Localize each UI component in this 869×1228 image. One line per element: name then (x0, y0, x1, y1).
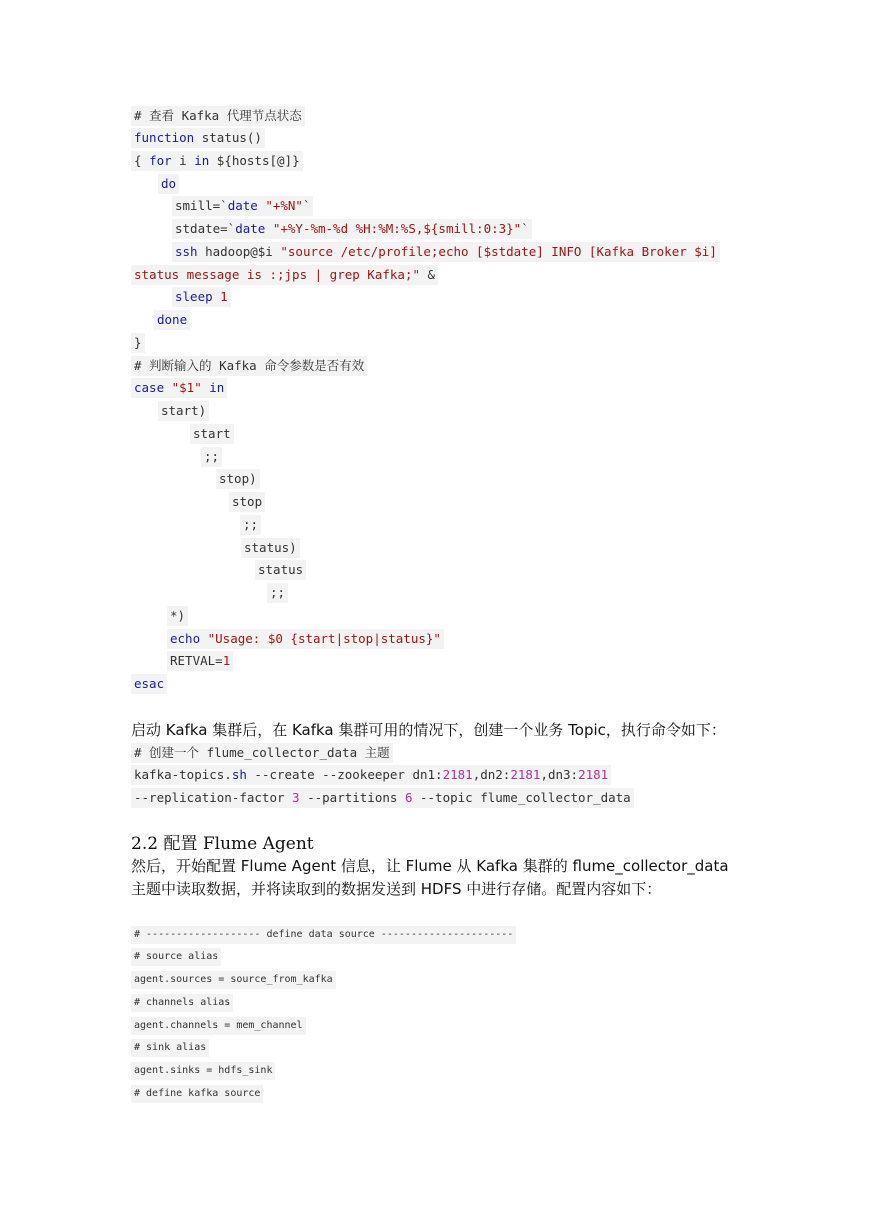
brace-close: } (134, 335, 142, 350)
keyword-echo: echo (170, 631, 201, 646)
sleep-line (172, 287, 231, 307)
stdate-format: "+%Y-%m-%d %H:%M:%S,${smill:0:3}" (265, 221, 522, 236)
case-argument: "$1" (164, 380, 210, 395)
stop-case-line (216, 469, 260, 489)
topic-comment (131, 743, 393, 763)
keyword-for: for (149, 153, 172, 168)
cmd-text: ,dn3: (540, 767, 579, 782)
semi-line-2 (240, 515, 261, 535)
keyword-sleep: sleep (175, 289, 213, 304)
status-case-line (241, 538, 300, 558)
case-terminator: ;; (204, 449, 220, 464)
cmd-text: --create --zookeeper dn1: (246, 767, 443, 782)
kafka-topics-cmd-line-1 (131, 765, 611, 785)
cmd-text: --topic flume_collector_data (412, 790, 631, 805)
case-terminator: ;; (243, 517, 259, 532)
backtick: ` (302, 198, 311, 213)
port-number: 2181 (578, 767, 609, 782)
config-line: # ------------------- define data source ---------------------- (131, 926, 516, 944)
usage-string: "Usage: $0 {start|stop|status}" (200, 631, 441, 646)
for-line (131, 151, 303, 171)
ssh-command-part2: status message is :;jps | grep Kafka;" (134, 267, 420, 282)
config-line: agent.sources = source_from_kafka (131, 971, 336, 989)
ssh-line-2 (131, 265, 438, 285)
cmd-text: --partitions (299, 790, 405, 805)
keyword-date: date (235, 221, 266, 236)
kafka-topics-cmd-line-2 (131, 788, 634, 808)
config-line: # define kafka source (131, 1085, 263, 1103)
case-terminator: ;; (270, 585, 286, 600)
esac-line (131, 674, 167, 694)
cmd-text: ,dn2: (472, 767, 511, 782)
start-call-line (190, 424, 234, 444)
loop-var: i (171, 153, 195, 168)
case-line (131, 378, 227, 398)
partitions-number: 6 (404, 790, 413, 805)
status-call: status (258, 562, 304, 577)
keyword-ssh: ssh (175, 244, 198, 259)
keyword-date: date (227, 198, 258, 213)
retval-line (167, 651, 233, 671)
replication-number: 3 (292, 790, 300, 805)
echo-line (167, 629, 444, 649)
loop-list: ${hosts[@]} (209, 153, 300, 168)
cmd-text: kafka-topics. (134, 767, 232, 782)
sleep-value: 1 (212, 289, 228, 304)
stdate-assign: stdate=` (175, 221, 236, 236)
smill-format: "+%N" (257, 198, 303, 213)
keyword-do: do (161, 176, 177, 191)
start-pattern: start) (161, 403, 207, 418)
config-line: agent.channels = mem_channel (131, 1017, 306, 1035)
keyword-esac: esac (134, 676, 165, 691)
close-brace-line (131, 333, 145, 353)
do-line (158, 174, 179, 194)
default-case-line (167, 606, 188, 626)
comment-text: # 判断输入的 Kafka 命令参数是否有效 (134, 358, 365, 373)
config-line: agent.sinks = hdfs_sink (131, 1062, 275, 1080)
default-pattern: *) (170, 608, 186, 623)
done-line (154, 310, 190, 330)
smill-assign: smill=` (175, 198, 228, 213)
retval-number: 1 (222, 653, 231, 668)
section-heading: 2.2 配置 Flume Agent (131, 834, 314, 854)
status-call-line (255, 560, 306, 580)
config-line: # channels alias (131, 994, 233, 1012)
start-case-line (158, 401, 209, 421)
backtick: ` (521, 221, 529, 236)
keyword-function: function (134, 130, 195, 145)
comment-text: # 查看 Kafka 代理节点状态 (134, 108, 302, 123)
comment-text: # 创建一个 flume_collector_data 主题 (134, 745, 390, 760)
cmd-ext: sh (231, 767, 247, 782)
flume-paragraph-line-2: 主题中读取数据，并将读取到的数据发送到 HDFS 中进行存储。配置内容如下： (131, 880, 662, 898)
port-number: 2181 (510, 767, 541, 782)
background-amp: & (419, 267, 436, 282)
semi-line-1 (201, 447, 222, 467)
keyword-in: in (209, 380, 225, 395)
flume-paragraph-line-1: 然后，开始配置 Flume Agent 信息，让 Flume 从 Kafka 集群的 flume_collector_data (131, 857, 729, 875)
topic-intro-paragraph: 启动 Kafka 集群后，在 Kafka 集群可用的情况下，创建一个业务 Topic，执行命令如下： (131, 721, 726, 739)
stop-pattern: stop) (219, 471, 257, 486)
function-line (131, 128, 265, 148)
cmd-text: --replication-factor (134, 790, 293, 805)
stop-call: stop (232, 494, 263, 509)
function-name: status() (194, 130, 262, 145)
retval-assign: RETVAL= (170, 653, 223, 668)
keyword-in: in (194, 153, 210, 168)
config-line: # source alias (131, 948, 221, 966)
comment-status (131, 106, 305, 126)
start-call: start (193, 426, 231, 441)
port-number: 2181 (442, 767, 473, 782)
keyword-done: done (157, 312, 188, 327)
status-pattern: status) (244, 540, 297, 555)
ssh-command-part1: "source /etc/profile;echo [$stdate] INFO [Kafka Broker $i] (280, 244, 717, 259)
stop-call-line (229, 492, 265, 512)
ssh-target: hadoop@$i (197, 244, 281, 259)
semi-line-3 (267, 583, 288, 603)
stdate-line (172, 219, 532, 239)
smill-line (172, 196, 313, 216)
brace-open: { (134, 153, 150, 168)
config-line: # sink alias (131, 1039, 209, 1057)
ssh-line-1 (172, 242, 720, 262)
comment-case (131, 356, 367, 376)
keyword-case: case (134, 380, 165, 395)
